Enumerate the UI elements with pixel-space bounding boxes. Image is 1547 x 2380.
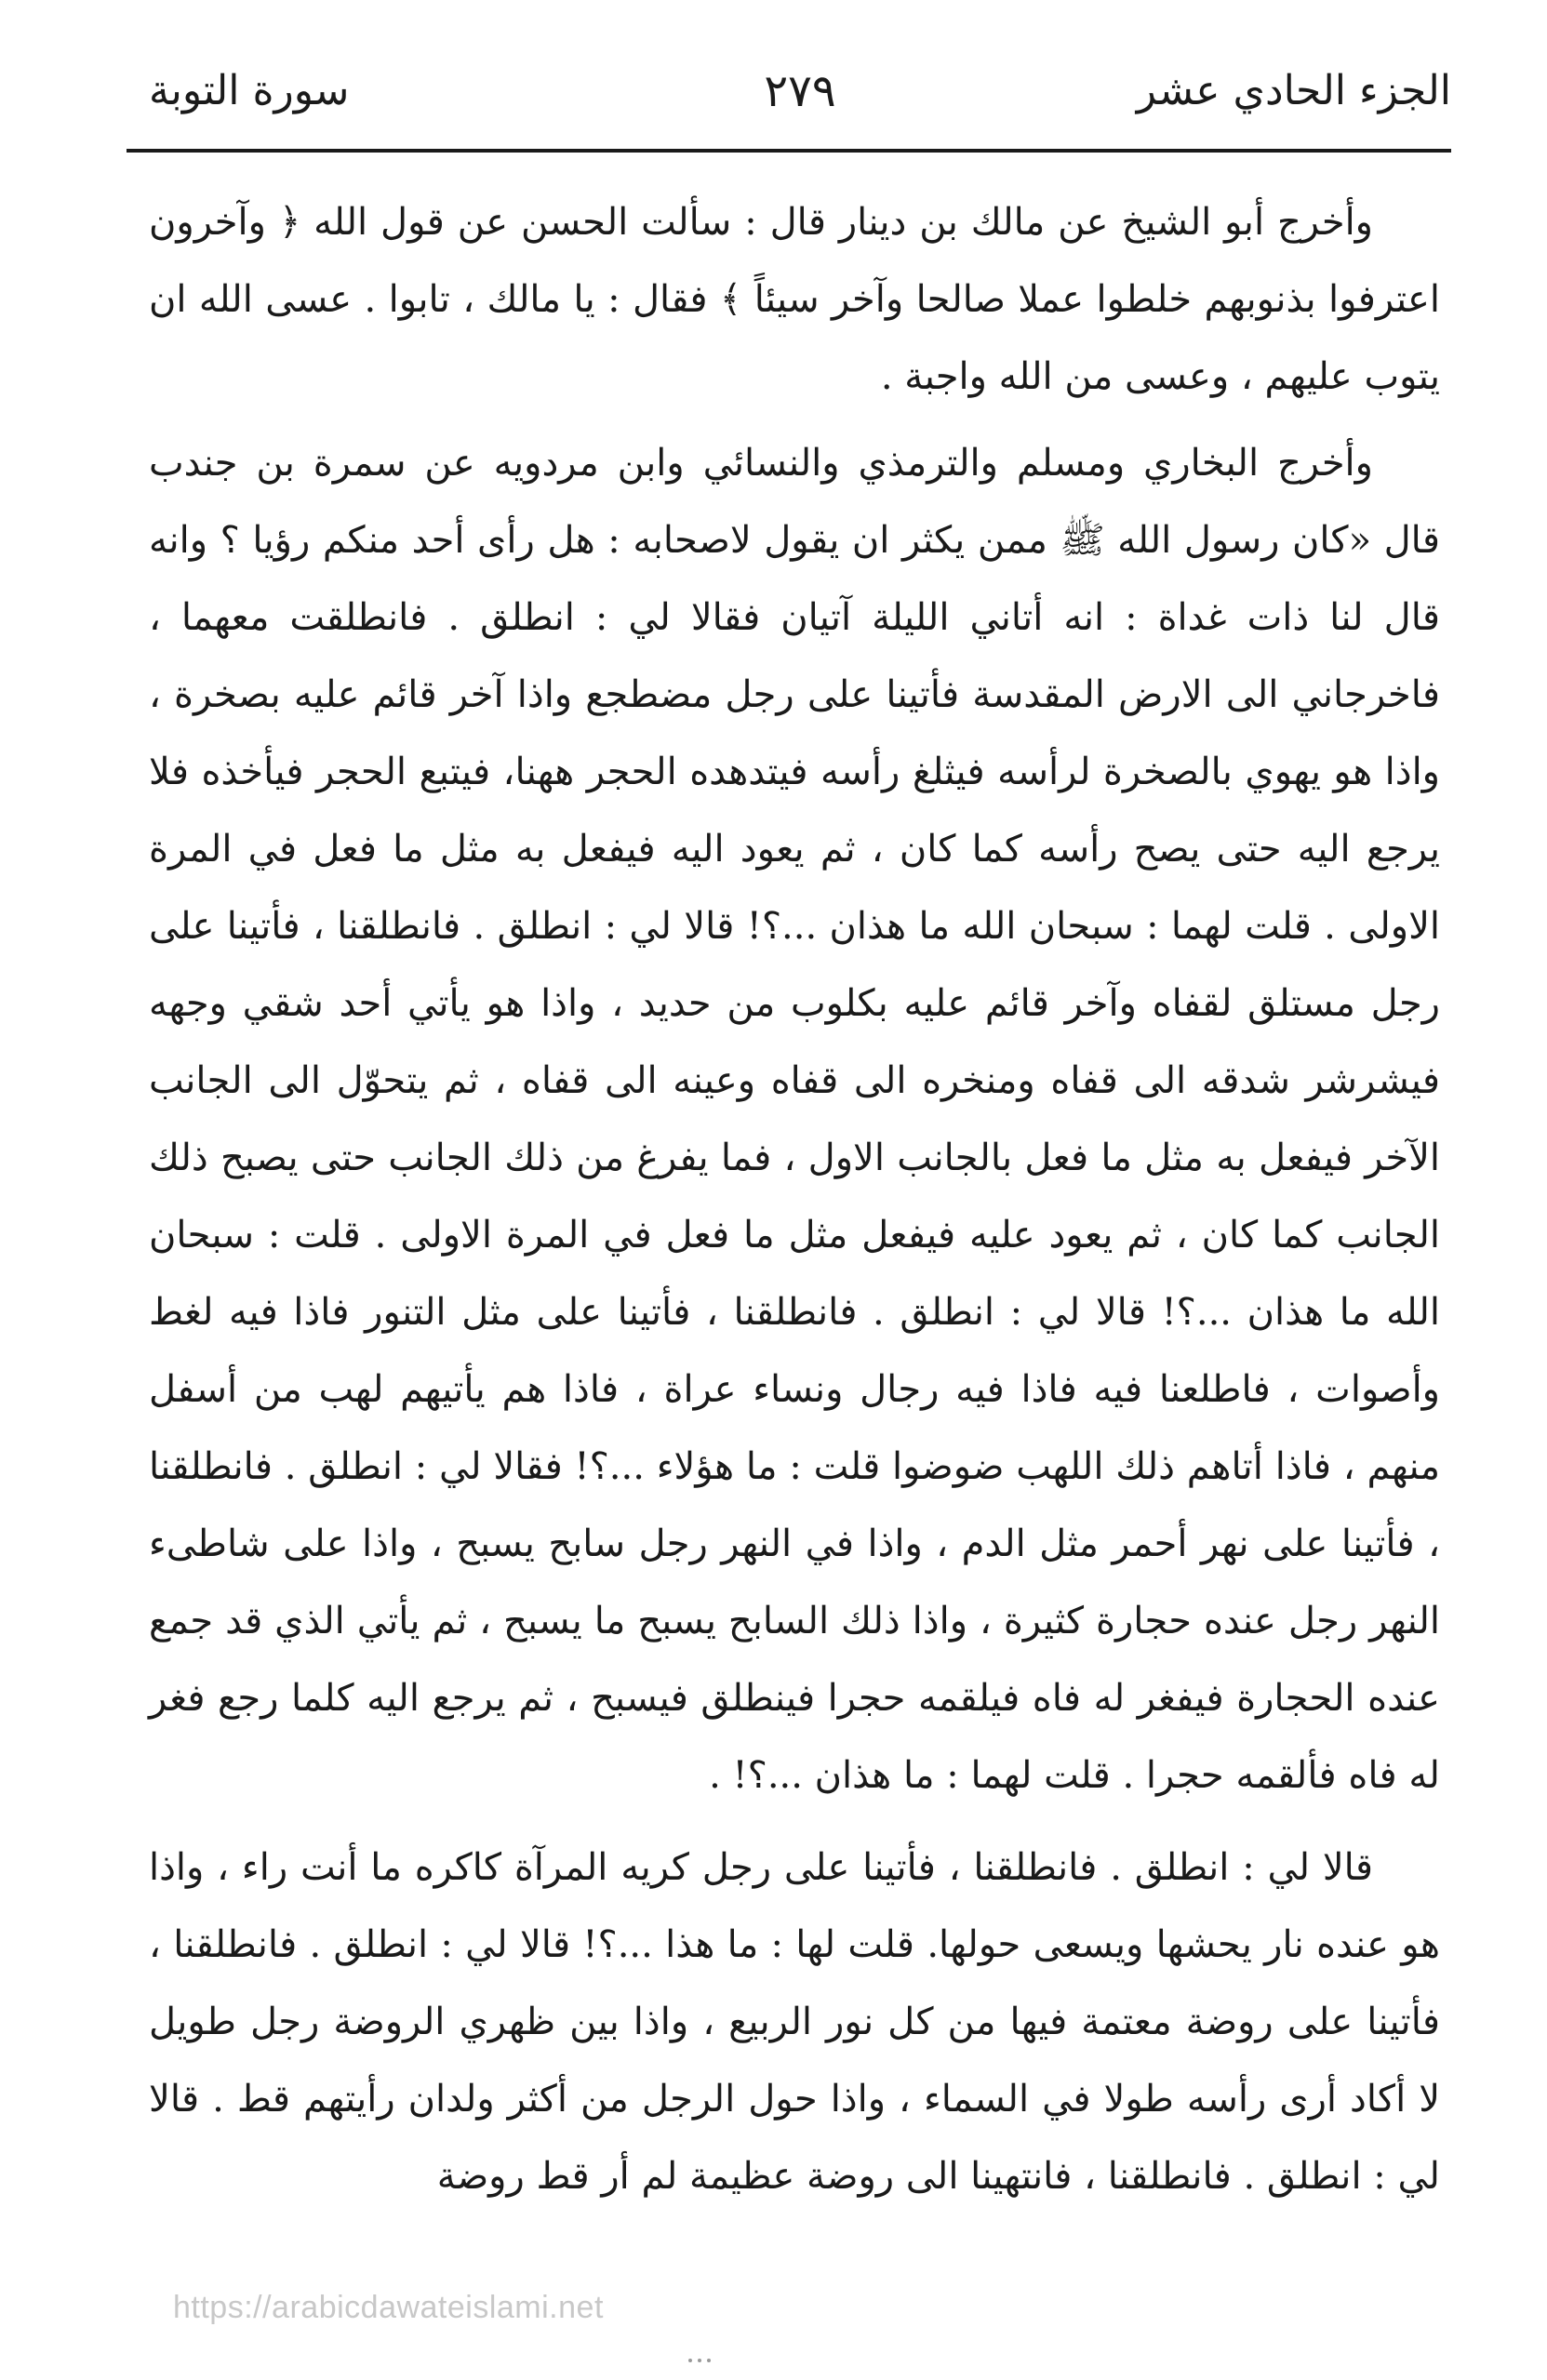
running-header: [149, 63, 1451, 128]
paragraph-continuation: قالا لي : انطلق . فانطلقنا ، فأتينا على رجل كريه المرآة كاكره ما أنت راء ، واذا هو عنده نار يحشها ويسعى حولها. قلت لها : ما هذا ...؟! قالا لي : انطلق . فانطلقنا ، فأتينا على روضة معتمة فيها من كل نور الربيع ، واذا بين ظهري الروضة رجل طويل لا أكاد أرى رأسه طولا في السماء ، واذا حول الرجل من أكثر ولدان رأيتهم قط . قالا لي : انطلق . فانطلقنا ، فانتهينا الى روضة عظيمة لم أر قط روضة: [149, 1846, 1441, 2198]
watermark-url: https://arabicdawateislami.net: [173, 2290, 604, 2325]
page-number: ٢٧٩: [764, 65, 836, 117]
scan-dot: [707, 2359, 711, 2362]
part-title: الجزء الحادي عشر: [1136, 67, 1451, 114]
page-body: [149, 184, 1440, 2215]
paragraph-samura-hadith: وأخرج البخاري ومسلم والترمذي والنسائي وابن مردويه عن سمرة بن جندب قال «كان رسول الله ﷺ ممن يكثر ان يقول لاصحابه : هل رأى أحد منكم رؤيا ؟ وانه قال لنا ذات غداة : انه أتاني الليلة آتيان فقالا لي : انطلق . فانطلقت معهما ، فاخرجاني الى الارض المقدسة فأتينا على رجل مضطجع واذا آخر قائم عليه بصخرة ، واذا هو يهوي بالصخرة لرأسه فيثلغ رأسه فيتدهده الحجر ههنا، فيتبع الحجر فيأخذه فلا يرجع اليه حتى يصح رأسه كما كان ، ثم يعود اليه فيفعل به مثل ما فعل في المرة الاولى . قلت لهما : سبحان الله ما هذان ...؟! قالا لي : انطلق . فانطلقنا ، فأتينا على رجل مستلق لقفاه وآخر قائم عليه بكلوب من حديد ، واذا هو يأتي أحد شقي وجهه فيشرشر شدقه الى قفاه ومنخره الى قفاه وعينه الى قفاه ، ثم يتحوّل الى الجانب الآخر فيفعل به مثل ما فعل بالجانب الاول ، فما يفرغ من ذلك الجانب حتى يصبح ذلك الجانب كما كان ، ثم يعود عليه فيفعل مثل ما فعل في المرة الاولى . قلت : سبحان الله ما هذان ...؟! قالا لي : انطلق . فانطلقنا ، فأتينا على مثل التنور فاذا فيه لغط وأصوات ، فاطلعنا فيه فاذا فيه رجال ونساء عراة ، فاذا هم يأتيهم لهب من أسفل منهم ، فاذا أتاهم ذلك اللهب ضوضوا قلت : ما هؤلاء ...؟! فقالا لي : انطلق . فانطلقنا ، فأتينا على نهر أحمر مثل الدم ، واذا في النهر رجل سابح يسبح ، واذا على شاطىء النهر رجل عنده حجارة كثيرة ، واذا ذلك السابح يسبح ما يسبح ، ثم يأتي الذي قد جمع عنده الحجارة فيفغر له فاه فيلقمه حجرا فينطلق فيسبح ، ثم يرجع اليه كلما رجع فغر له فاه فألقمه حجرا . قلت لهما : ما هذان ...؟! .: [149, 442, 1441, 1797]
surah-title: سورة التوبة: [149, 67, 350, 114]
paragraph-abu-al-shaykh: وأخرج أبو الشيخ عن مالك بن دينار قال : سألت الحسن عن قول الله ﴿ وآخرون اعترفوا بذنوبهم خلطوا عملا صالحا وآخر سيئاً ﴾ فقال : يا مالك ، تابوا . عسى الله ان يتوب عليهم ، وعسى من الله واجبة .: [149, 201, 1440, 398]
scan-marks: [688, 2348, 716, 2354]
header-divider: [127, 149, 1451, 153]
scan-dot: [698, 2359, 701, 2362]
scan-dot: [688, 2359, 692, 2362]
